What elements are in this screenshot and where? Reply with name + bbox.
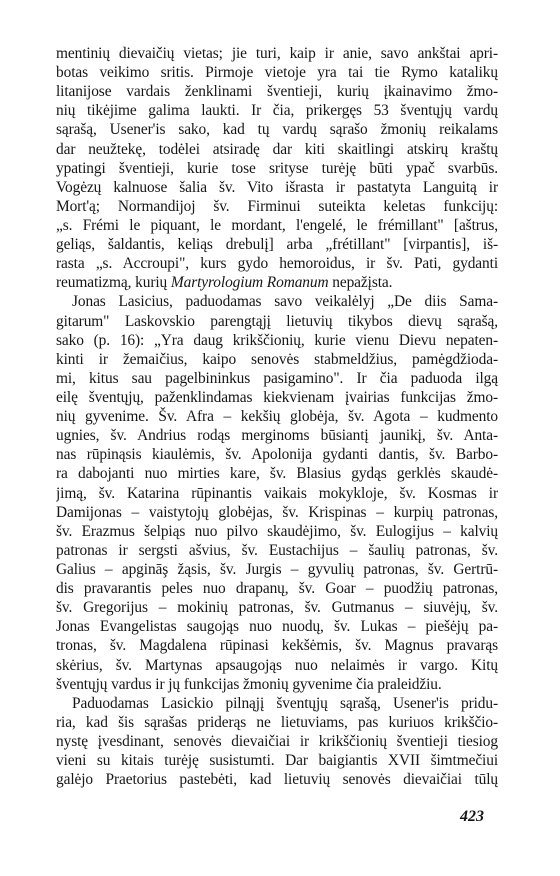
text-line: geliąs, šaldantis, keliąs drebulį] arba „frétillant" [virpantis], iš- — [56, 236, 498, 254]
text-line: tronas, šv. Magdalena rūpinasi kekšėmis, šv. Magnus pravarąs — [56, 637, 498, 655]
text-line: rasta „s. Accroupi", kurs gydo hemoroidus, ir šv. Pati, gydanti — [56, 255, 498, 273]
text-line: Mort'ą; Normandijoj šv. Firminui suteikta keletas funkcijų: — [56, 197, 498, 215]
text-line: nių tikėjime galima laukti. Ir čia, prikergęs 53 šventųjų vardų — [56, 102, 498, 120]
text-line: dar neužtekę, todėlei atsiradę dar kiti skaitlingi atskirų kraštų — [56, 140, 498, 158]
text-line: reumatizmą, kurių Martyrologium Romanum nepažįsta. — [56, 274, 393, 292]
page-number: 423 — [460, 808, 484, 825]
text-line: šventųjų vardus ir jų funkcijas žmonių gyvenime čia praleidžiu. — [56, 675, 442, 693]
text-line: kinti ir žemaičius, kaipo senovės stabmeldžius, pamėgdžioda- — [56, 350, 498, 368]
text-line: vieni su kitais turėję susistumti. Dar baigiantis XVII šimtmečiui — [56, 752, 498, 770]
text-line: šv. Gregorijus – mokinių patronas, šv. Gutmanus – siuvėjų, šv. — [56, 599, 498, 617]
book-title: Martyrologium Romanum — [170, 274, 329, 292]
text-line: galėjo Praetorius pastebėti, kad lietuvių senovės dievaičiai tūlų — [56, 771, 498, 789]
text-line: dis pravarantis peles nuo drapanų, šv. Goar – puodžių patronas, — [56, 580, 498, 598]
text-line: Paduodamas Lasickio pilnąjį šventųjų sąrašą, Usener'is pridu- — [72, 694, 498, 712]
text-line: Jonas Lasicius, paduodamas savo veikalėlyj „De diis Sama- — [72, 293, 498, 311]
text-line: nas rūpinąsis kiaulėmis, šv. Apolonija gydanti dantis, šv. Barbo- — [56, 446, 498, 464]
text-line: Jonas Evangelistas saugojąs nuo nuodų, šv. Lukas – piešėjų pa- — [56, 618, 498, 636]
text-line: ria, kad šis sąrašas priderąs ne lietuviams, pas kuriuos krikščio- — [56, 713, 498, 731]
text-line: botas veikimo sritis. Pirmoje vietoje yra tai tie Rymo katalikų — [56, 64, 498, 82]
text-line: Damijonas – vaistytojų globėjas, šv. Krispinas – kurpių patronas, — [56, 503, 498, 521]
text-line: ugnies, šv. Andrius rodąs merginoms būsiantį jaunikį, šv. Anta- — [56, 427, 498, 445]
text-line: jimą, šv. Katarina rūpinantis vaikais mokykloje, šv. Kosmas ir — [56, 484, 498, 502]
text-line: gitarum" Laskovskio parengtąjį lietuvių tikybos dievų sąrašą, — [56, 312, 498, 330]
text-line: „s. Frémi le piquant, le mordant, l'engelé, le frémillant" [aštrus, — [56, 216, 498, 234]
text-line: nių gyvenime. Šv. Afra – kekšių globėja, šv. Agota – kudmento — [56, 408, 498, 426]
text-line: nystę įvesdinant, senovės dievaičiai ir krikščionių šventieji tiesiog — [56, 732, 498, 750]
text-line: sako (p. 16): „Yra daug krikščionių, kurie vienu Dievu nepaten- — [56, 331, 498, 349]
text-line: ra dabojanti nuo mirties kare, šv. Blasius gydąs gerklės skaudė- — [56, 465, 498, 483]
text-line: Galius – apgināş žąsis, šv. Jurgis – gyvulių patronas, šv. Gertrū- — [56, 560, 498, 578]
text-line: eilę šventųjų, paženklindamas kiekvienam įvairias funkcijas žmo- — [56, 388, 498, 406]
text-line: skėrius, šv. Martynas apsaugojąs nuo nelaimės ir vargo. Kitų — [56, 656, 498, 674]
text-line: litanijose vardais ženklinami šventieji, kurių įkainavimo žmo- — [56, 83, 498, 101]
text-line: patronas ir sergsti ašvius, šv. Eustachijus – šaulių patronas, šv. — [56, 541, 498, 559]
text-line: Vogėzų kalnuose šalia šv. Vito išrasta ir pastatyta Languitą ir — [56, 178, 498, 196]
text-line: mentinių dievaičių vietas; jie turi, kaip ir anie, savo ankštai apri- — [56, 45, 498, 62]
text-line: šv. Erazmus šelpiąs nuo pilvo skaudėjimo, šv. Eulogijus – kalvių — [56, 522, 498, 540]
text-line: mi, kitus sau pagelbininkus pasigamino". Ir čia paduoda ilgą — [56, 369, 498, 387]
page-text-block — [56, 44, 498, 789]
text-line: sąrašą, Usener'is sako, kad tų vardų sąrašo žmonių reikalams — [56, 121, 498, 139]
text-line: ypatingi šventieji, kurie tose srityse turėję būti ypač svarbūs. — [56, 159, 498, 177]
